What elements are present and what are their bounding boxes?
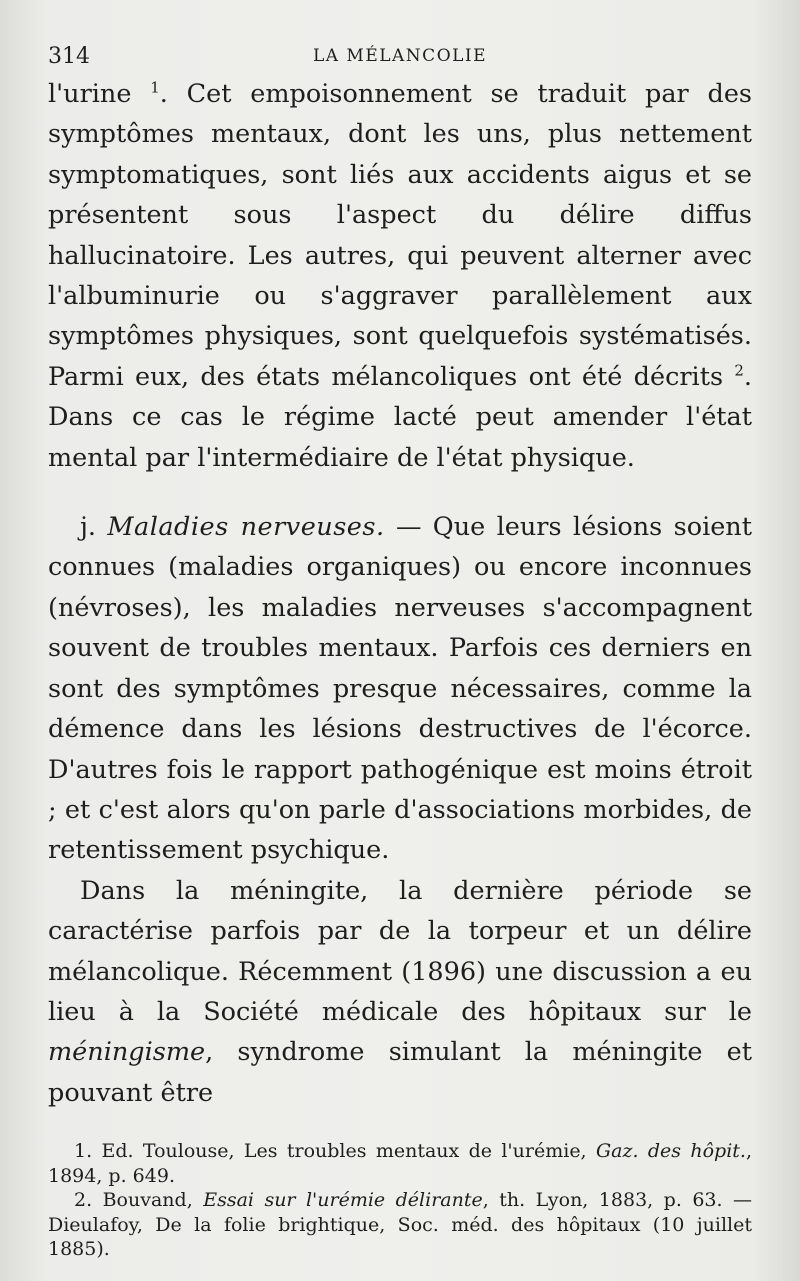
footnote-2 xyxy=(48,1188,752,1262)
text-segment: Dans la méningite, la dernière période se caractérise parfois par de la torpeur et un délire mélancolique. Récemment (1896) une discussion a eu lieu à la Société médicale des hôpitaux sur le xyxy=(48,875,752,1027)
footnote-ref-2: 2 xyxy=(734,361,744,380)
footnotes xyxy=(48,1139,752,1262)
footnote-emphasis: Gaz. des hôpit. xyxy=(595,1140,746,1163)
footnote-text: , th. Lyon, 1883, p. 63. — Dieulafoy, De la folie brightique, Soc. méd. des hôpitaux (10 juillet 1885). xyxy=(48,1189,752,1261)
running-title: LA MÉLANCOLIE xyxy=(312,46,488,66)
footnote-1 xyxy=(48,1139,752,1188)
footnote-text: Ed. Toulouse, Les troubles mentaux de l'urémie, xyxy=(101,1140,596,1163)
emphasized-term: méningisme xyxy=(48,1037,206,1068)
paragraph-nervous-diseases xyxy=(48,507,752,871)
section-heading: Maladies nerveuses. xyxy=(107,512,385,543)
text-segment: l'urine xyxy=(48,79,151,109)
text-segment: , syndrome simulant la méningite et pouvant être xyxy=(48,1037,752,1108)
footnote-ref-1: 1 xyxy=(150,78,160,97)
text-segment: — Que leurs lésions soient connues (maladies organiques) ou encore inconnues (névroses), les maladies nerveuses s'accompagnent souvent de troubles mentaux. Parfois ces derniers en sont des symptômes presque nécessaires, comme la démence dans les lésions destructives de l'écorce. D'autres fois le rapport pathogénique est moins étroit ; et c'est alors qu'on parle d'associations morbides, de retentissement psychique. xyxy=(48,512,752,866)
footnote-emphasis: Essai sur l'urémie délirante xyxy=(203,1189,483,1212)
footnote-marker: 2. xyxy=(74,1189,103,1212)
text-segment: . Dans ce cas le régime lacté peut amender l'état mental par l'intermédiaire de l'état physique. xyxy=(48,361,752,473)
page-number: 314 xyxy=(48,44,90,69)
footnote-text: Bouvand, xyxy=(102,1189,204,1212)
paragraph-uremia-continued xyxy=(48,74,752,478)
main-text xyxy=(48,74,752,1113)
text-segment: . Cet empoisonnement se traduit par des symptômes mentaux, dont les uns, plus nettement symptomatiques, sont liés aux accidents aigus et se présentent sous l'aspect du délire diffus hallucinatoire. Les autres, qui peuvent alterner avec l'albuminurie ou s'aggraver parallèlement aux symptômes physiques, sont quelquefois systématisés. Parmi eux, des états mélancoliques ont été décrits xyxy=(48,79,752,392)
running-header xyxy=(48,38,752,74)
footnote-text: , 1894, p. 649. xyxy=(48,1140,752,1187)
paragraph-meningitis xyxy=(48,871,752,1113)
footnote-marker: 1. xyxy=(74,1140,102,1163)
section-label: j. xyxy=(80,512,108,543)
